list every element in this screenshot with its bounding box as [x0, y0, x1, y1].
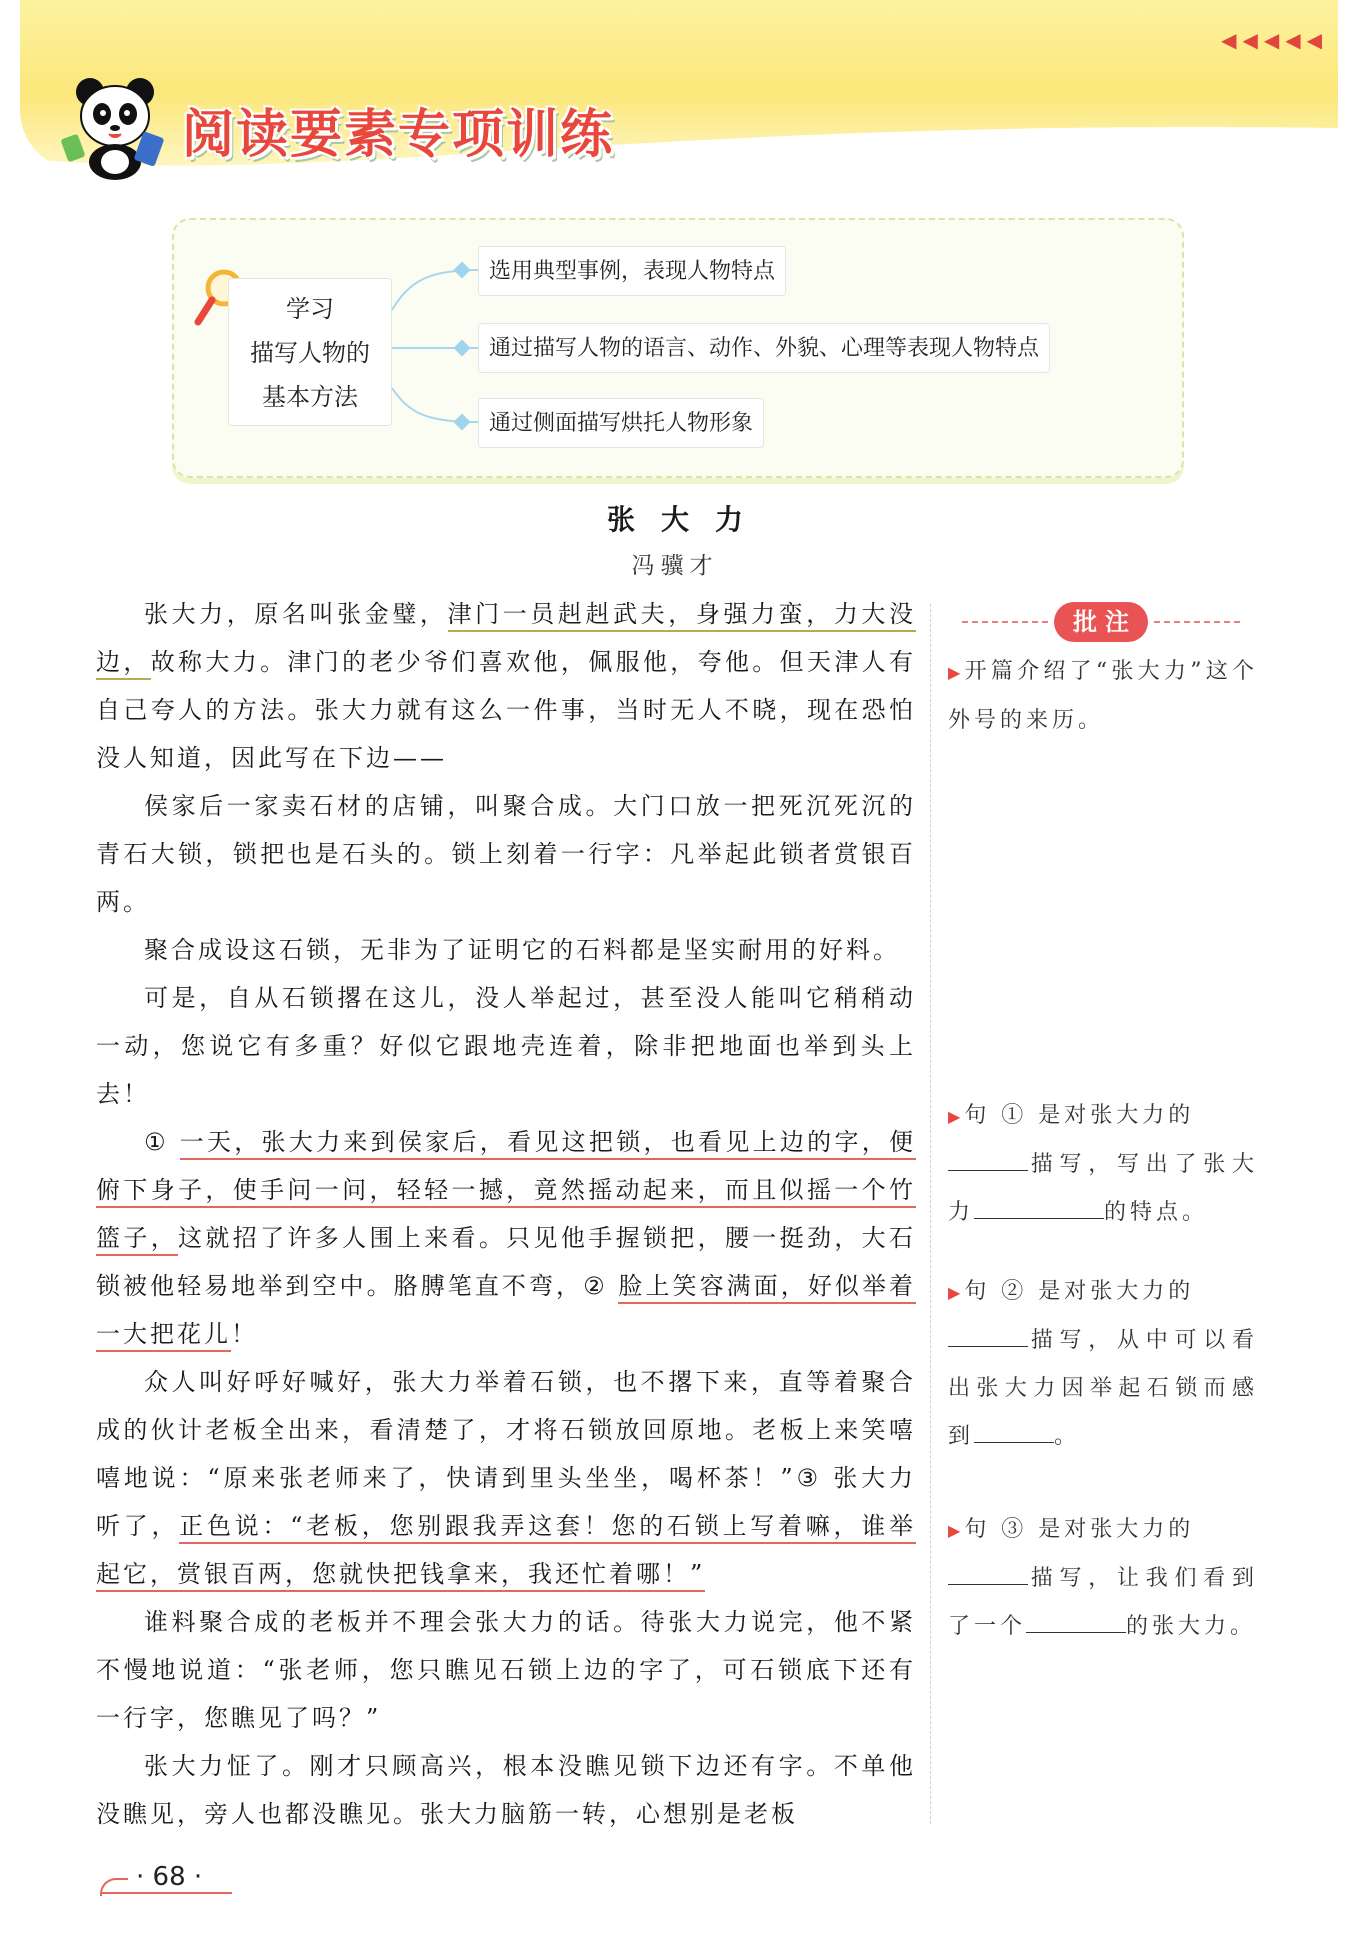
mindmap-item: 通过描写人物的语言、动作、外貌、心理等表现人物特点: [478, 323, 1050, 373]
paragraph: 张大力，原名叫张金璧，津门一员赳赳武夫，身强力蛮，力大没边，故称大力。津门的老少爷们喜欢他，佩服他，夸他。但天津人有自己夸人的方法。张大力就有这么一件事，当时无人不晓，现在恐怕没人知道，因此写在下边——: [96, 600, 917, 772]
mindmap-center-line: 描写人物的: [250, 339, 370, 367]
sentence-marker-3: ③: [795, 1464, 822, 1492]
annotation-note-4: ▶句 ③ 是对张大力的 描写，让我们看到了一个 的张大力。: [948, 1517, 1258, 1639]
answer-blank[interactable]: [948, 1142, 1028, 1171]
triangle-bullet-icon: ▶: [948, 663, 965, 682]
article-body: [96, 590, 916, 1838]
column-divider: [930, 604, 931, 1824]
article-author: 冯骥才: [631, 553, 719, 579]
paragraph: ① 一天，张大力来到侯家后，看见这把锁，也看见上边的字，便俯下身子，使手问一问，轻轻一撼，竟然摇动起来，而且似摇一个竹篮子，这就招了许多人围上来看。只见他手握锁把，腰一挺劲，大石锁被他轻易地举到空中。胳膊笔直不弯，② 脸上笑容满面，好似举着一大把花儿！: [96, 1118, 916, 1358]
triangle-bullet-icon: ▶: [948, 1521, 965, 1540]
underlined-sentence-2: 脸上笑容满面，好似举着一大把花儿: [96, 1272, 916, 1352]
paragraph: 谁料聚合成的老板并不理会张大力的话。待张大力说完，他不紧不慢地说道：“张老师，您只瞧见石锁上边的字了，可石锁底下还有一行字，您瞧见了吗？”: [96, 1608, 916, 1732]
annotation-rule: [1154, 621, 1240, 623]
annotation-header: [962, 602, 1240, 642]
answer-blank[interactable]: [1026, 1604, 1126, 1633]
page-number-rule: [102, 1892, 232, 1894]
triangle-bullet-icon: ▶: [948, 1283, 965, 1302]
answer-blank[interactable]: [974, 1190, 1104, 1219]
answer-blank[interactable]: [948, 1556, 1028, 1585]
paragraph: 众人叫好呼好喊好，张大力举着石锁，也不撂下来，直等着聚合成的伙计老板全出来，看清楚了，才将石锁放回原地。老板上来笑嘻嘻地说：“原来张老师来了，快请到里头坐坐，喝杯茶！”③ 张大力听了，正色说：“老板，您别跟我弄这套！您的石锁上写着嘛，谁举起它，赏银百两，您就快把钱拿来，我还忙着哪！”: [96, 1358, 916, 1598]
mindmap-center: [228, 278, 392, 426]
mindmap-center-line: 基本方法: [262, 383, 358, 411]
annotation-label: 批注: [1054, 602, 1148, 642]
sentence-marker-2: ②: [583, 1272, 608, 1300]
mindmap-connectors: [390, 250, 490, 440]
underlined-sentence-1: 一天，张大力来到侯家后，看见这把锁，也看见上边的字，便俯下身子，使手问一问，轻轻一撼，竟然摇动起来，而且似摇一个竹篮子，: [96, 1128, 916, 1256]
header-arrows: ◀◀◀◀◀: [1221, 28, 1328, 52]
annotation-note-2: ▶句 ① 是对张大力的 描写，写出了张大力 的特点。: [948, 1103, 1258, 1225]
underlined-sentence-3: 正色说：“老板，您别跟我弄这套！您的石锁上写着嘛，谁举起它，赏银百两，您就快把钱拿来，我还忙着哪！”: [96, 1512, 916, 1592]
paragraph: 张大力怔了。刚才只顾高兴，根本没瞧见锁下边还有字。不单他没瞧见，旁人也都没瞧见。张大力脑筋一转，心想别是老板: [96, 1752, 916, 1828]
page-number: · 68 ·: [102, 1862, 232, 1902]
annotation-note-3: ▶句 ② 是对张大力的 描写，从中可以看出张大力因举起石锁而感到 。: [948, 1279, 1258, 1449]
paragraph: 可是，自从石锁撂在这儿，没人举起过，甚至没人能叫它稍稍动一动，您说它有多重？好似它跟地壳连着，除非把地面也举到头上去！: [96, 984, 916, 1108]
panda-mascot-icon: [60, 70, 170, 180]
underlined-phrase: 津门一员赳赳武夫，身强力蛮，力大没边，: [96, 600, 916, 680]
sentence-marker-1: ①: [144, 1128, 169, 1156]
answer-blank[interactable]: [974, 1414, 1054, 1443]
paragraph: 聚合成设这石锁，无非为了证明它的石料都是坚实耐用的好料。: [144, 936, 900, 964]
annotation-rule: [962, 621, 1048, 623]
mindmap-item: 选用典型事例，表现人物特点: [478, 246, 786, 296]
mindmap-center-line: 学习: [286, 295, 334, 323]
mindmap-item: 通过侧面描写烘托人物形象: [478, 398, 764, 448]
page-title: 阅读要素专项训练: [182, 105, 615, 165]
triangle-bullet-icon: ▶: [948, 1107, 965, 1126]
article-title: 张大力: [606, 503, 769, 536]
annotation-note-1: ▶开篇介绍了“张大力”这个外号的来历。: [948, 659, 1258, 733]
paragraph: 侯家后一家卖石材的店铺，叫聚合成。大门口放一把死沉死沉的青石大锁，锁把也是石头的。锁上刻着一行字：凡举起此锁者赏银百两。: [96, 792, 916, 916]
answer-blank[interactable]: [948, 1318, 1028, 1347]
